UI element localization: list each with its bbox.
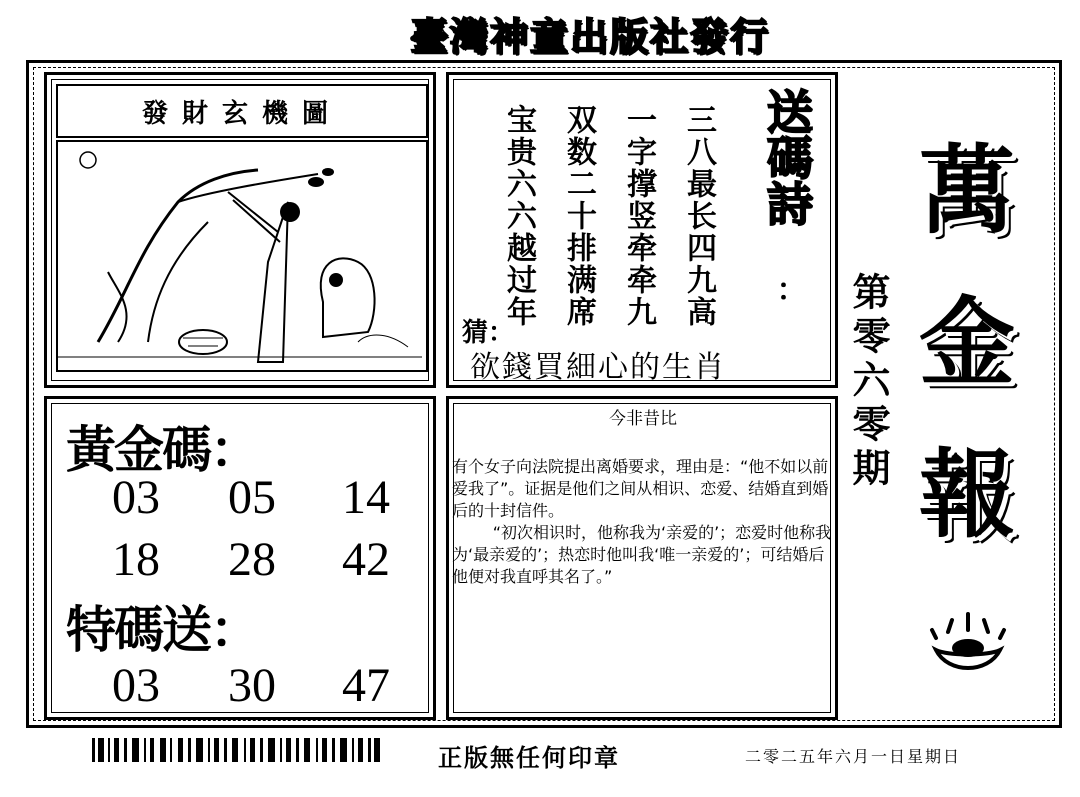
poem-title-colon: ：: [755, 280, 790, 312]
gold-number: 42: [342, 533, 390, 586]
special-number: 47: [342, 659, 390, 712]
footer-note: 正版無任何印章: [438, 743, 620, 772]
brand-char: 金: [919, 287, 1015, 399]
special-numbers-label: 特碼送：: [66, 601, 258, 659]
barcode: [92, 736, 380, 764]
woman-picking-fruit-drawing: [58, 142, 422, 366]
issue-number: 第零六零期: [846, 272, 890, 492]
poem-title: 送碼詩: [760, 88, 814, 226]
guess-label: 猜：: [462, 318, 515, 348]
gold-ingot-icon: [928, 612, 1008, 682]
gold-number: 18: [112, 533, 160, 586]
publisher-title: 臺灣神童出版社發行: [409, 15, 770, 59]
poem-line-3: 双数二十排满席: [561, 104, 596, 328]
special-number: 30: [228, 659, 276, 712]
gold-numbers-label: 黃金碼：: [66, 421, 258, 479]
picture-title: 發財玄機圖: [56, 84, 428, 138]
guess-text: 欲錢買細心的生肖: [470, 350, 726, 385]
special-number: 03: [112, 659, 160, 712]
brand-char: 報: [919, 439, 1015, 551]
poem-line-4: 宝贵六六越过年: [501, 104, 536, 328]
newspaper-brand: [908, 115, 1026, 615]
brand-char: 萬: [919, 135, 1015, 247]
issue-date: 二零二五年六月一日星期日: [745, 747, 962, 766]
poem-line-1: 三八最长四九高: [681, 104, 716, 328]
gold-number: 03: [112, 471, 160, 524]
story-title: 今非昔比: [609, 409, 677, 429]
story-body: 有个女子向法院提出离婚要求，理由是：“他不如以前爱我了”。证据是他们之间从相识、恋爱、结婚直到婚后的十封信件。 “初次相识时，他称我为‘亲爱的’；恋爱时他称我为‘最亲爱的’；热恋时他叫我‘唯一亲爱的’；可结婚后他便对我直呼其名了。”: [452, 457, 832, 586]
poem-line-2: 一字撑竖牵牵九: [621, 104, 656, 328]
gold-number: 05: [228, 471, 276, 524]
gold-number: 14: [342, 471, 390, 524]
gold-number: 28: [228, 533, 276, 586]
illustration-image: [56, 140, 428, 372]
